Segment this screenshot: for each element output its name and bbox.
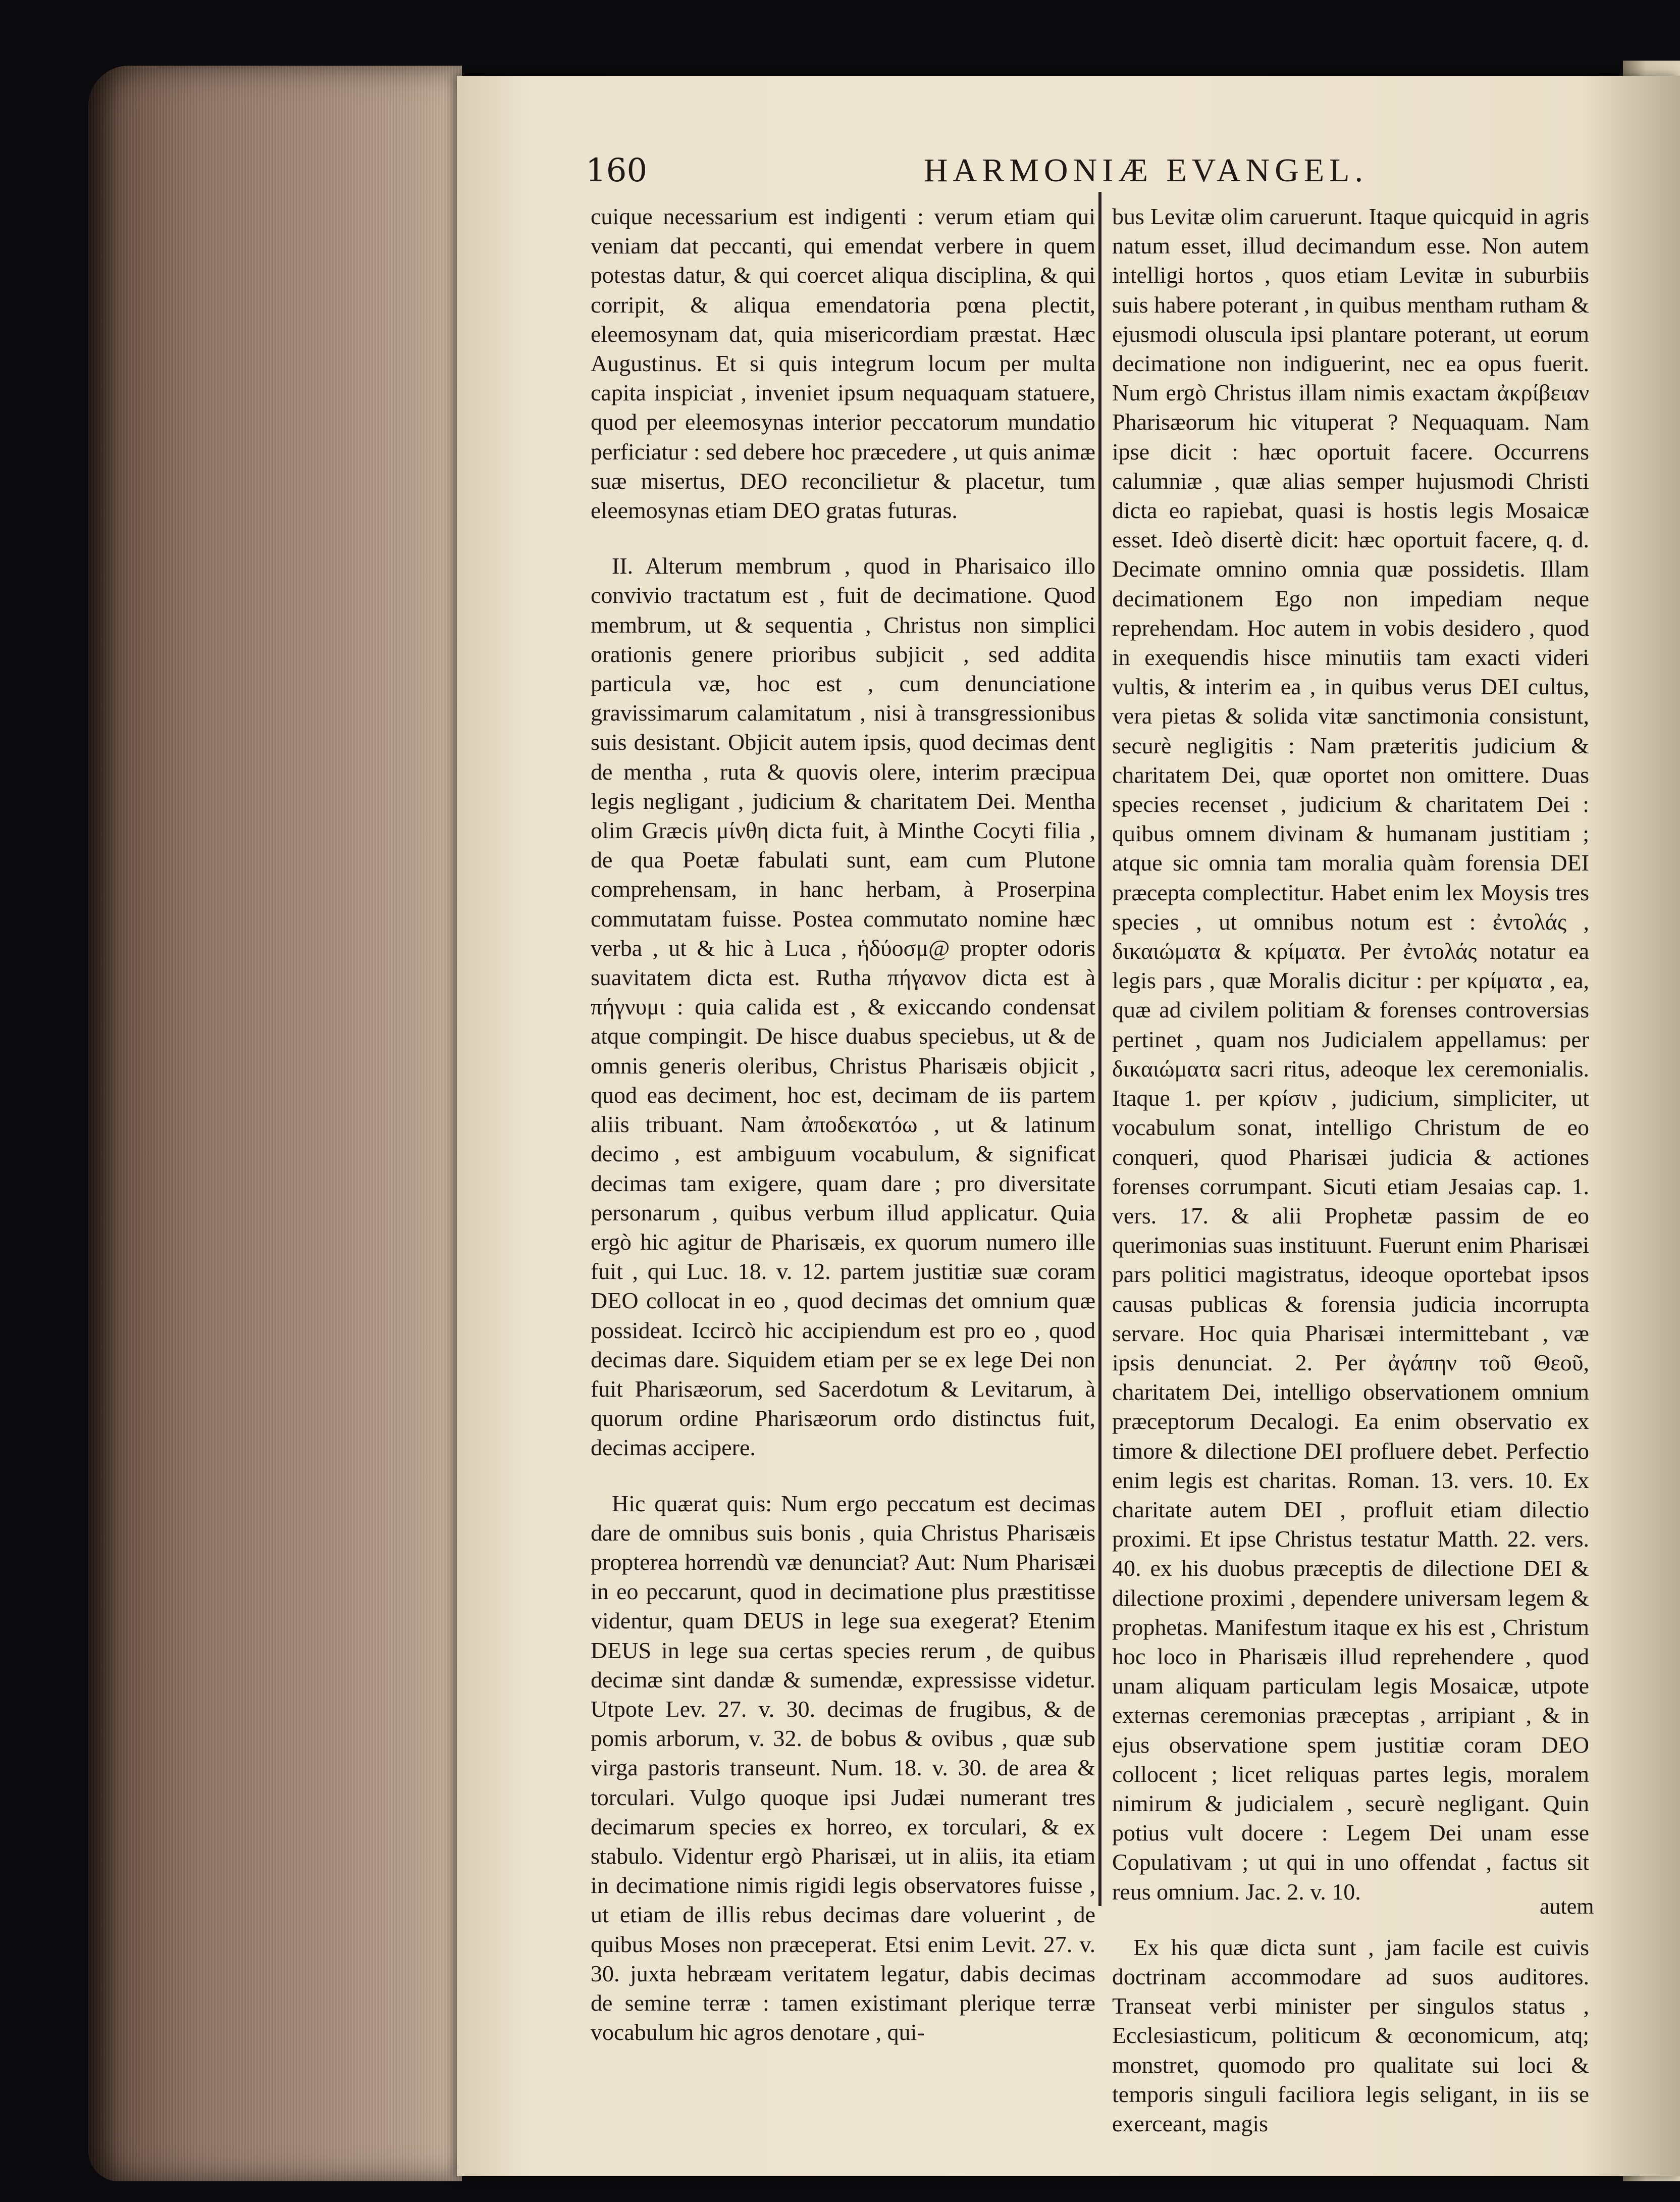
catchword: autem	[1540, 1894, 1594, 1919]
left-paragraph-2: II. Alterum membrum , quod in Pharisaico illo convivio tractatum est , fuit de decimatione. Quod membrum, ut & sequentia , Christus non simplici orationis genere prioribus subjicit , sed addita particula væ, hoc est , cum denunciatione gravissimarum calamitatum , nisi à transgressionibus suis desistant. Objicit autem ipsis, quod decimas dent de mentha , ruta & quovis olere, interim præcipua legis negligant , judicium & charitatem Dei. Mentha olim Græcis μίνθη dicta fuit, à Minthe Cocyti filia , de qua Poetæ fabulati sunt, eam cum Plutone comprehensam, in hanc herbam, à Proserpina commutatam fuisse. Postea commutato nomine hæc verba , ut & hic à Luca , ἡδύοσμ@ propter odoris suavitatem dicta est. Rutha πήγανον dicta est à πήγνυμι : quia calida est , & exiccando condensat atque compingit. De hisce duabus speciebus, ut & de omnis generis oleribus, Christus Pharisæis objicit , quod eas deciment, hoc est, decimam de iis partem aliis tribuant. Nam ἀποδεκατόω , ut & latinum decimo , est ambiguum vocabulum, & significat decimas tam exigere, quam dare ; pro diversitate personarum , quibus verbum illud applicatur. Quia ergò hic agitur de Pharisæis, ex quorum numero ille fuit , qui Luc. 18. v. 12. partem justitiæ suæ coram DEO collocat in eo , quod decimas det omnium quæ possideat. Iccircò hic accipiendum est pro eo , quod decimas dare. Siquidem etiam per se ex lege Dei non fuit Pharisæorum, sed Sacerdotum & Levitarum, à quorum ordine Pharisæorum ordo distinctus fuit, decimas accipere.	[591, 553, 1095, 1461]
right-column	[1112, 202, 1589, 2136]
right-paragraph-2: Ex his quæ dicta sunt , jam facile est cuivis doctrinam accommodare ad suos auditores. Transeat verbi minister per singulos status , Ecclesiasticum, politicum & œconomicum, atq; monstret, quomodo pro qualitate sui loci & temporis singuli faciliora legis seligant, in iis se exerceant, magis	[1112, 1934, 1589, 2136]
right-paragraph-1: bus Levitæ olim caruerunt. Itaque quicquid in agris natum esset, illud decimandum esse. Non autem intelligi hortos , quos etiam Levitæ in suburbiis suis habere poterant , in quibus mentham rutham & ejusmodi olusculа ipsi plantare poterant, ut eorum decimatione non indiguerint, nec ea opus fuerit. Num ergò Christus illam nimis exactam ἀκρίβειαν Pharisæorum hic vituperat ? Nequaquam. Nam ipse dicit : hæc oportuit facere. Occurrens calumniæ , quæ alias semper hujusmodi Christi dicta eo rapiebat, quasi is hostis legis Mosaicæ esset. Ideò disertè dicit: hæc oportuit facere, q. d. Decimate omnino omnia quæ possidetis. Illam decimationem Ego non impediam neque reprehendam. Hoc autem in vobis desidero , quod in exequendis hisce minutiis tam exacti videri vultis, & interim ea , in quibus verus DEI cultus, vera pietas & solida vitæ sanctimonia consistunt, securè negligitis : Nam præteritis judicium & charitatem Dei, quæ oportet non omittere. Duas species recenset , judicium & charitatem Dei : quibus omnem divinam & humanam justitiam ; atque sic omnia tam moralia quàm forensia DEI præcepta complectitur. Habet enim lex Moysis tres species , ut omnibus notum est : ἐντολάς , δικαιώματα & κρίματα. Per ἐντολάς notatur ea legis pars , quæ Moralis dicitur : per κρίματα , ea, quæ ad civilem politiam & forenses controversias pertinet , quam nos Judicialem appellamus: per δικαιώματα sacri ritus, adeoque lex ceremonialis. Itaque 1. per κρίσιν , judicium, simpliciter, ut vocabulum sonat, intelligo Christum de eo conqueri, quod Pharisæi judicia & actiones forenses corrumpant. Sicuti etiam Jesaias cap. 1. vers. 17. & alii Prophetæ passim de eo querimonias suas instituunt. Fuerunt enim Pharisæi pars politici magistratus, ideoque oportebat ipsos causas publicas & forensia judicia incorrupta servare. Hoc quia Pharisæi intermittebant , væ ipsis denunciat. 2. Per ἀγάπην τοῦ Θεοῦ, charitatem Dei, intelligo observationem omnium præceptorum Decalogi. Ea enim observatio ex timore & dilectione DEI profluere debet. Perfectio enim legis est charitas. Roman. 13. vers. 10. Ex charitate autem DEI , profluit etiam dilectio proximi. Et ipse Christus testatur Matth. 22. vers. 40. ex his duobus præceptis de dilectione DEI & dilectione proximi , dependere universam legem & prophetas. Manifestum itaque ex his est , Christum hoc loco in Pharisæis illud reprehendere , quod unam aliquam particulam legis Mosaicæ, utpote externas ceremonias præceptas , arripiant , & in ejus observatione spem justitiæ coram DEO collocent ; licet reliquas partes legis, moralem nimirum & judicialem , securè negligant. Quin potius vult docere : Legem Dei unam esse Copulativam ; ut qui in uno offendat , factus sit reus omnium. Jac. 2. v. 10.	[1112, 203, 1589, 1905]
left-column	[591, 202, 1095, 2045]
page-number: 160	[586, 152, 648, 189]
column-divider	[1098, 192, 1101, 1906]
running-head	[586, 151, 1368, 197]
left-paragraph-1: cuique necessarium est indigenti : verum etiam qui veniam dat peccanti, qui emendat verbere in quem potestas datur, & qui coercet aliqua disciplina, & qui corripit, & aliqua emendatoria pœna plectit, eleemosynam dat, quia misericordiam præstat. Hæc Augustinus. Et si quis integrum locum per multa capita inspiciat , inveniet ipsum nequaquam statuere, quod per eleemosynas interior peccatorum mundatio perficiatur : sed debere hoc præcedere , ut quis animæ suæ misertus, DEO reconcilietur & placetur, tum eleemosynas etiam DEO gratas futuras.	[591, 203, 1095, 524]
book-fore-edge	[88, 66, 462, 2181]
left-paragraph-3: Hic quærat quis: Num ergo peccatum est decimas dare de omnibus suis bonis , quia Christus Pharisæis propterea horrendù væ denunciat? Aut: Num Pharisæi in eo peccarunt, quod in decimatione plus præstitisse videntur, quam DEUS in lege sua exegerat? Etenim DEUS in lege sua certas species rerum , de quibus decimæ sint dandæ & sumendæ, expressisse videtur. Utpote Lev. 27. v. 30. decimas de frugibus, & de pomis arborum, v. 32. de bobus & ovibus , quæ sub virga pastoris transeunt. Num. 18. v. 30. de area & torculari. Vulgo quoque ipsi Judæi numerant tres decimarum species ex horreo, ex torculari, & ex stabulo. Videntur ergò Pharisæi, ut in aliis, ita etiam in decimatione nimis rigidi legis observatores fuisse , ut etiam de illis rebus decimas dare voluerint , de quibus Moses non præceperat. Etsi enim Levit. 27. v. 30. juxta hebræam veritatem legatur, dabis decimas de semine terræ : tamen existimant plerique terræ vocabulum hic agros denotare , qui-	[591, 1490, 1095, 2045]
running-title: HARMONIÆ EVANGEL.	[923, 152, 1368, 189]
